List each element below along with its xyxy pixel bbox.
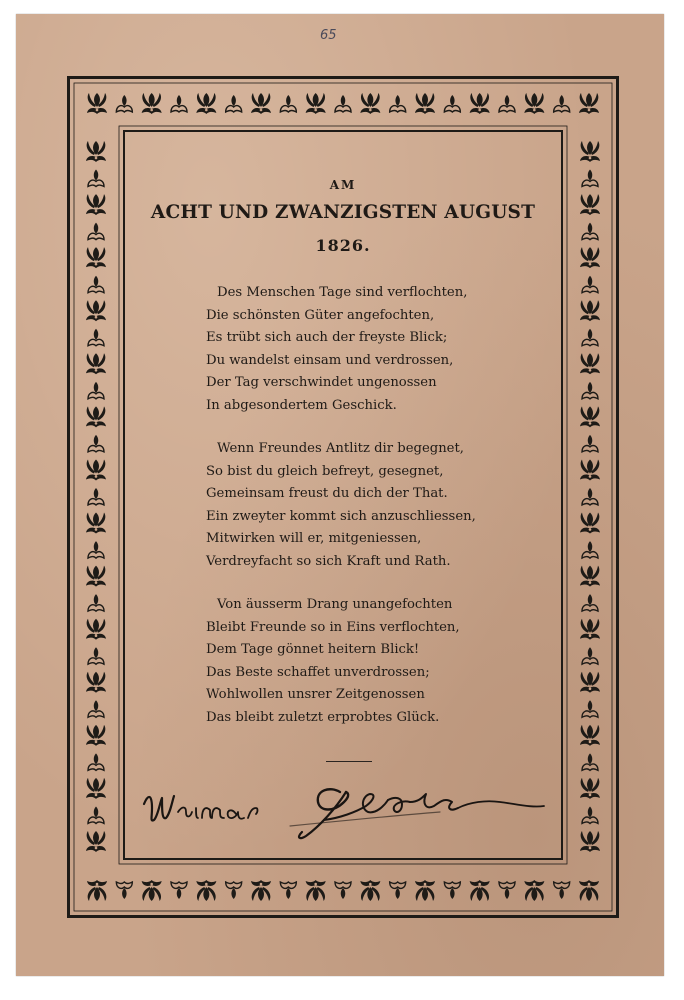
heading-title: ACHT UND ZWANZIGSTEN AUGUST bbox=[150, 202, 536, 223]
ornament-motif bbox=[582, 753, 598, 770]
ornament-motif bbox=[306, 880, 326, 901]
ornament-motif bbox=[582, 329, 598, 346]
poem-line: Du wandelst einsam und verdrossen, bbox=[206, 352, 454, 368]
ornament-motif bbox=[86, 672, 106, 693]
poem-line: Ein zweyter kommt sich anzuschliessen, bbox=[206, 508, 476, 524]
ornament-motif bbox=[88, 700, 104, 717]
poem-line: So bist du gleich befreyt, gesegnet, bbox=[206, 463, 444, 479]
ornament-motif bbox=[360, 880, 380, 901]
ornament-motif bbox=[580, 406, 600, 427]
ornament-motif bbox=[580, 619, 600, 640]
ornament-motif bbox=[582, 488, 598, 505]
ornament-motif bbox=[86, 725, 106, 746]
ornament-motif bbox=[580, 778, 600, 799]
ornament-motif bbox=[86, 619, 106, 640]
ornament-motif bbox=[579, 880, 599, 901]
ornament-motif bbox=[360, 93, 380, 114]
ornament-motif bbox=[88, 594, 104, 611]
ornament-motif bbox=[415, 880, 435, 901]
ornament-motif bbox=[580, 725, 600, 746]
poem-line: Die schönsten Güter angefochten, bbox=[206, 307, 435, 323]
heading-am: AM bbox=[329, 178, 357, 192]
poem-line: Gemeinsam freust du dich der That. bbox=[206, 486, 448, 502]
ornament-motif bbox=[280, 882, 296, 899]
ornament-motif bbox=[580, 247, 600, 268]
ornament-motif bbox=[580, 459, 600, 480]
poem-line: Verdreyfacht so sich Kraft und Rath. bbox=[206, 553, 451, 569]
poem-line: Wohlwollen unsrer Zeitgenossen bbox=[206, 687, 425, 703]
poem-line: Wenn Freundes Antlitz dir begegnet, bbox=[217, 441, 464, 456]
divider-rule bbox=[326, 761, 372, 762]
ornament-motif bbox=[116, 95, 132, 112]
ornament-motif bbox=[415, 93, 435, 114]
handwritten-signature bbox=[140, 772, 550, 852]
heading-year: 1826. bbox=[315, 236, 371, 255]
ornament-motif bbox=[86, 141, 106, 162]
poem-line: Bleibt Freunde so in Eins verflochten, bbox=[206, 619, 460, 635]
ornament-motif bbox=[88, 488, 104, 505]
ornament-motif bbox=[86, 353, 106, 374]
poem-line: In abgesondertem Geschick. bbox=[206, 397, 397, 413]
ornament-motif bbox=[86, 513, 106, 534]
ornament-motif bbox=[580, 353, 600, 374]
ornament-motif bbox=[499, 882, 515, 899]
ornament-motif bbox=[390, 95, 406, 112]
ornament-motif bbox=[142, 93, 162, 114]
ornament-motif bbox=[86, 300, 106, 321]
ornament-motif bbox=[88, 435, 104, 452]
stanza-1 bbox=[206, 282, 546, 418]
ornament-motif bbox=[142, 880, 162, 901]
poem-line: Es trübt sich auch der freyste Blick; bbox=[206, 330, 448, 346]
ornament-motif bbox=[196, 880, 216, 901]
ornament-motif bbox=[335, 882, 351, 899]
ornament-motif bbox=[582, 276, 598, 293]
ornament-motif bbox=[86, 247, 106, 268]
ornament-motif bbox=[580, 672, 600, 693]
ornament-motif bbox=[582, 647, 598, 664]
ornament-motif bbox=[88, 329, 104, 346]
ornament-motif bbox=[390, 882, 406, 899]
ornament-motif bbox=[582, 700, 598, 717]
ornament-motif bbox=[554, 882, 570, 899]
poem-line: Das bleibt zuletzt erprobtes Glück. bbox=[206, 709, 440, 725]
pencil-page-number: 65 bbox=[320, 28, 337, 43]
ornament-motif bbox=[582, 223, 598, 240]
ornament-motif bbox=[582, 594, 598, 611]
ornament-motif bbox=[86, 566, 106, 587]
ornament-motif bbox=[582, 541, 598, 558]
stanza-3 bbox=[206, 594, 546, 730]
ornament-motif bbox=[470, 93, 490, 114]
ornament-motif bbox=[88, 541, 104, 558]
ornament-motif bbox=[579, 93, 599, 114]
ornament-motif bbox=[580, 194, 600, 215]
ornament-motif bbox=[580, 566, 600, 587]
ornament-motif bbox=[580, 513, 600, 534]
ornament-motif bbox=[582, 806, 598, 823]
ornament-motif bbox=[86, 194, 106, 215]
ornament-motif bbox=[116, 882, 132, 899]
ornament-motif bbox=[88, 276, 104, 293]
poem-line: Von äusserm Drang unangefochten bbox=[217, 597, 453, 612]
poem-line: Der Tag verschwindet ungenossen bbox=[206, 375, 437, 391]
ornament-motif bbox=[88, 806, 104, 823]
ornament-motif bbox=[88, 223, 104, 240]
ornament-motif bbox=[582, 435, 598, 452]
document-body bbox=[126, 132, 560, 858]
ornament-motif bbox=[88, 753, 104, 770]
ornament-motif bbox=[580, 300, 600, 321]
ornament-motif bbox=[86, 831, 106, 852]
ornament-motif bbox=[499, 95, 515, 112]
poem-line: Mitwirken will er, mitgeniessen, bbox=[206, 531, 422, 547]
ornament-motif bbox=[226, 882, 242, 899]
ornament-motif bbox=[470, 880, 490, 901]
ornament-motif bbox=[88, 170, 104, 187]
ornament-motif bbox=[306, 93, 326, 114]
ornament-motif bbox=[444, 882, 460, 899]
ornament-motif bbox=[580, 831, 600, 852]
ornament-motif bbox=[251, 880, 271, 901]
ornament-motif bbox=[171, 95, 187, 112]
ornament-motif bbox=[524, 93, 544, 114]
poem-line: Des Menschen Tage sind verflochten, bbox=[217, 285, 468, 300]
ornament-motif bbox=[580, 141, 600, 162]
ornament-motif bbox=[86, 778, 106, 799]
ornament-motif bbox=[251, 93, 271, 114]
ornament-motif bbox=[171, 882, 187, 899]
poem-line: Dem Tage gönnet heitern Blick! bbox=[206, 642, 420, 658]
ornament-motif bbox=[87, 880, 107, 901]
ornament-motif bbox=[88, 647, 104, 664]
ornament-motif bbox=[582, 382, 598, 399]
stanza-2 bbox=[206, 438, 546, 574]
ornament-motif bbox=[196, 93, 216, 114]
ornament-motif bbox=[86, 459, 106, 480]
ornament-motif bbox=[524, 880, 544, 901]
poem-line: Das Beste schaffet unverdrossen; bbox=[206, 664, 430, 680]
ornament-motif bbox=[335, 95, 351, 112]
ornament-motif bbox=[582, 170, 598, 187]
ornament-motif bbox=[226, 95, 242, 112]
ornament-motif bbox=[87, 93, 107, 114]
ornament-motif bbox=[86, 406, 106, 427]
ornament-motif bbox=[280, 95, 296, 112]
ornament-motif bbox=[88, 382, 104, 399]
ornament-motif bbox=[554, 95, 570, 112]
ornament-motif bbox=[444, 95, 460, 112]
